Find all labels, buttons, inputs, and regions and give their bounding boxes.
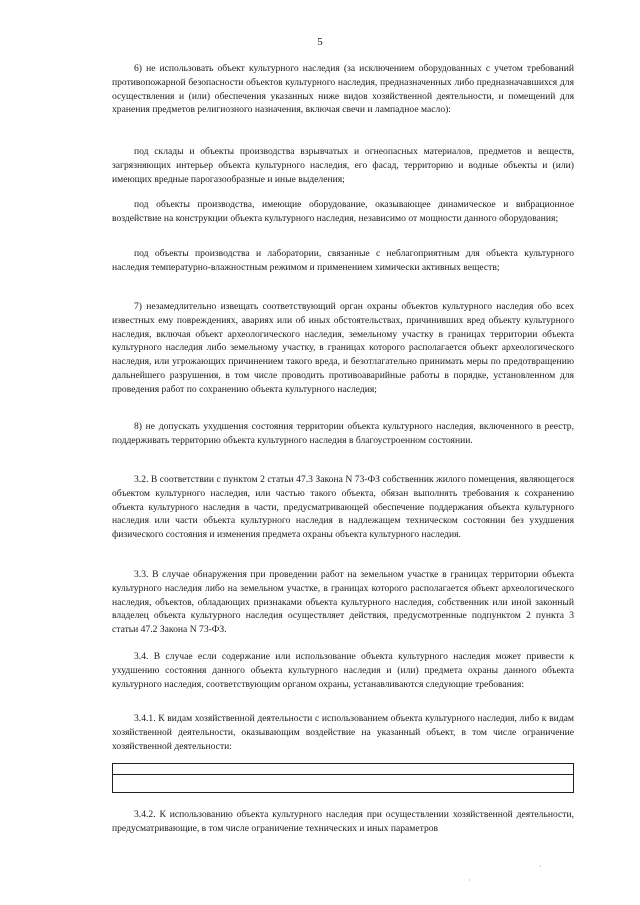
paragraph-6: 6) не использовать объект культурного наследия (за исключением оборудованных с учетом требований противопожарной безопасности объектов культурного наследия, предназначенных либо предназначавшихся для осуществления и (или) обеспечения указанных ниже видов хозяйственной деятельности, и помещений для хранения предметов религиозного назначения, включая свечи и лампадное масло):	[112, 63, 574, 116]
paragraph-3-4-2: 3.4.2. К использованию объекта культурного наследия при осуществлении хозяйственной деятельности, предусматривающие, в том числе ограничение технических и иных параметров	[112, 809, 574, 834]
scan-mark: ·	[468, 876, 471, 885]
paragraph-3-4: 3.4. В случае если содержание или использование объекта культурного наследия может привести к ухудшению состояния данного объекта культурного наследия и (или) предмета охраны данного объекта культурного наследия, соответствующим органом охраны, устанавливаются следующие требования:	[112, 651, 574, 690]
paragraph-8: 8) не допускать ухудшения состояния территории объекта культурного наследия, включенного в реестр, поддерживать территорию объекта культурного наследия в благоустроенном состоянии.	[112, 421, 574, 446]
paragraph-3-3: 3.3. В случае обнаружения при проведении работ на земельном участке в границах территории объекта культурного наследия либо на земельном участке, в границах которого располагается объект археологического наследия, объектов, обладающих признаками объекта культурного наследия, собственник или иной законный владелец объекта культурного наследия осуществляет действия, предусмотренные подпунктом 2 пункта 3 статьи 47.2 Закона N 73-ФЗ.	[112, 569, 574, 636]
paragraph-3-4-1: 3.4.1. К видам хозяйственной деятельности с использованием объекта культурного наследия, либо к видам хозяйственной деятельности, оказывающим воздействие на указанный объект, в том числе ограничение хозяйственной деятельности:	[112, 713, 574, 752]
empty-table-box	[112, 763, 574, 793]
paragraph-production: под объекты производства, имеющие оборудование, оказывающее динамическое и вибрационное воздействие на конструкции объекта культурного наследия, независимо от мощности данного оборудования;	[112, 199, 574, 224]
table-divider	[113, 774, 573, 775]
paragraph-7: 7) незамедлительно извещать соответствующий орган охраны объектов культурного наследия обо всех известных ему повреждениях, авариях или об иных обстоятельствах, причинивших вред объекту культурного наследия, включая объект археологического наследия, земельному участку в границах территории объекта культурного наследия либо земельному участку, в границах которого располагается объект археологического наследия, или угрожающих причинением такого вреда, и безотлагательно принимать меры по предотвращению дальнейшего разрушения, в том числе проводить противоаварийные работы в порядке, установленном для проведения работ по сохранению объекта культурного наследия;	[112, 301, 574, 395]
paragraph-laboratories: под объекты производства и лаборатории, связанные с неблагоприятным для объекта культурного наследия температурно-влажностным режимом и применением химически активных веществ;	[112, 248, 574, 273]
scan-mark: ·	[539, 862, 542, 871]
page-number: 5	[317, 36, 323, 48]
paragraph-3-2: 3.2. В соответствии с пунктом 2 статьи 47.3 Закона N 73-ФЗ собственник жилого помещения, являющегося объектом культурного наследия, или частью такого объекта, обязан выполнять требования к сохранению объекта культурного наследия в части, предусматривающей обеспечение поддержания объекта культурного наследия или части объекта культурного наследия в надлежащем техническом состоянии без ухудшения физического состояния и изменения предмета охраны объекта культурного наследия.	[112, 474, 574, 541]
paragraph-storage: под склады и объекты производства взрывчатых и огнеопасных материалов, предметов и веществ, загрязняющих интерьер объекта культурного наследия, его фасад, территорию и водные объекты и (или) имеющих вредные парогазообразные и иные выделения;	[112, 146, 574, 185]
